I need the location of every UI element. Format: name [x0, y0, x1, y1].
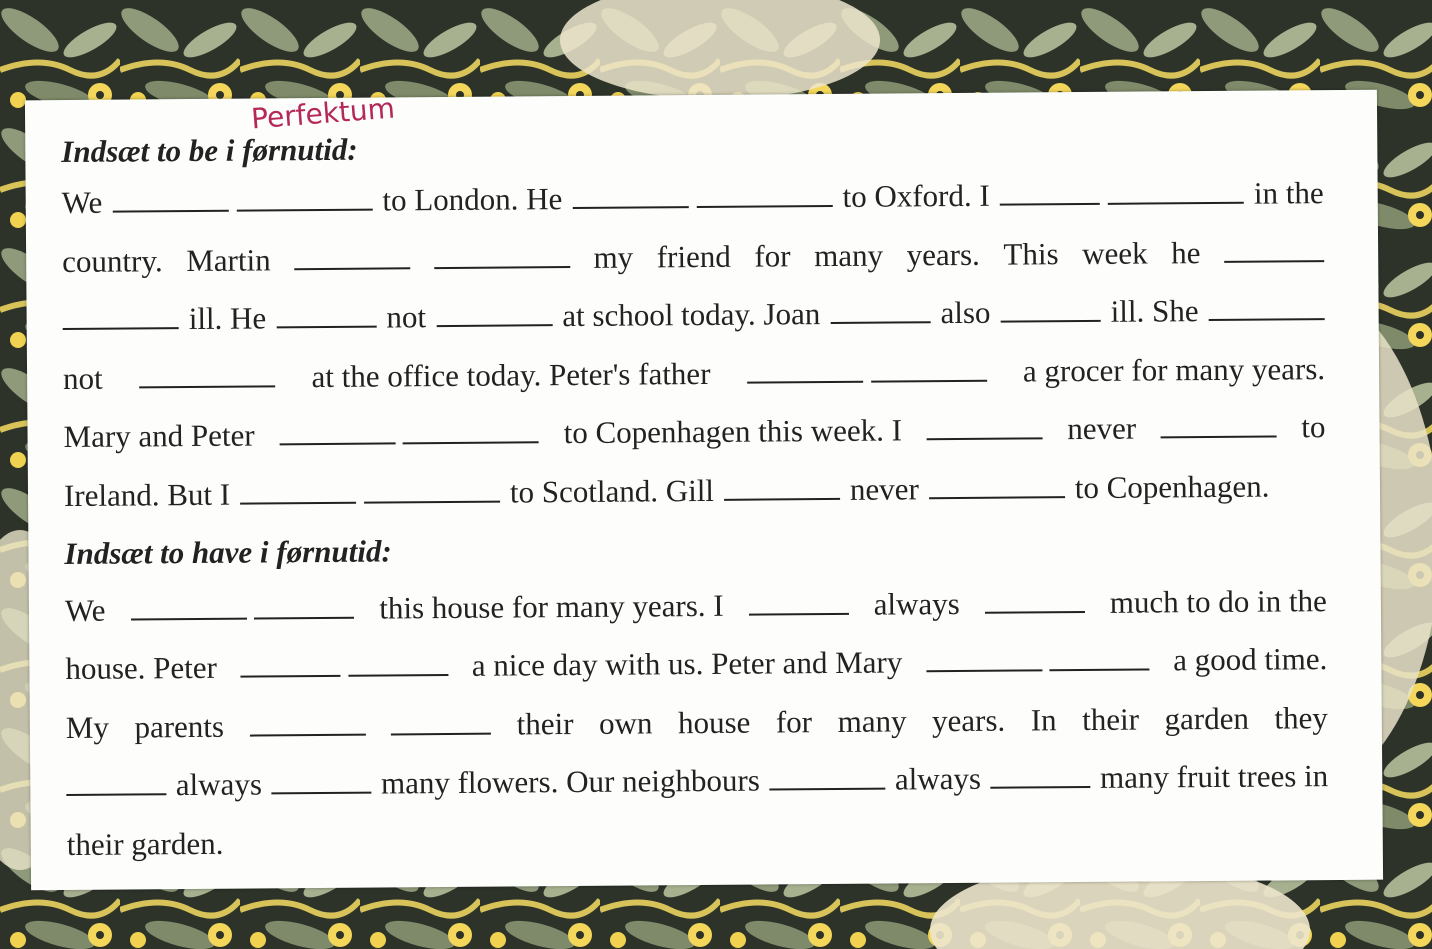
blank[interactable]: [1000, 283, 1100, 342]
blank[interactable]: [249, 696, 365, 756]
blank[interactable]: [271, 755, 371, 814]
blank[interactable]: [769, 751, 885, 811]
s2-line-2: house. Peter a nice day with us. Peter and Mary a good time.: [65, 630, 1327, 699]
blank[interactable]: [929, 459, 1065, 519]
s2-line-3: My parents their own house for many years. In their garden they: [66, 689, 1328, 758]
blank[interactable]: [724, 461, 840, 521]
blank[interactable]: [747, 343, 987, 403]
s2-line-1: We this house for many years. I always much to do in the: [65, 572, 1327, 641]
handwritten-annotation: Perfektum: [249, 91, 396, 136]
blank[interactable]: [62, 290, 178, 350]
blank[interactable]: [436, 287, 552, 347]
blank[interactable]: [1224, 223, 1324, 282]
blank[interactable]: [139, 348, 275, 408]
blank[interactable]: [1160, 399, 1276, 459]
blank[interactable]: [926, 632, 1150, 692]
blank[interactable]: [276, 289, 376, 348]
blank[interactable]: [1000, 165, 1244, 226]
blank[interactable]: [279, 405, 539, 466]
s2-line-4: always many flowers. Our neighbours always many fruit trees in: [66, 747, 1328, 816]
blank[interactable]: [748, 575, 848, 634]
blank[interactable]: [240, 637, 448, 697]
section1-heading: Indsæt to be i førnutid: Perfektum: [61, 120, 1323, 174]
s2-line-5: their garden.: [66, 825, 224, 862]
blank[interactable]: [926, 401, 1042, 461]
blank[interactable]: [990, 749, 1090, 808]
s1-line-2: country. Martin my friend for many years. This week he: [62, 223, 1324, 292]
blank[interactable]: [572, 168, 832, 229]
blank[interactable]: [294, 230, 410, 290]
blank[interactable]: [112, 172, 372, 233]
s1-line-1: We to London. He to Oxford. I in the: [61, 164, 1323, 233]
blank[interactable]: [130, 579, 354, 639]
blank[interactable]: [830, 284, 930, 343]
blank[interactable]: [1208, 281, 1324, 341]
worksheet: [25, 90, 1383, 891]
s1-line-4: not at the office today. Peter's father a grocer for many years.: [63, 340, 1325, 409]
blank[interactable]: [391, 695, 491, 754]
s1-line-5: Mary and Peter to Copenhagen this week. I never to: [63, 398, 1325, 467]
blank[interactable]: [66, 757, 166, 816]
blank[interactable]: [985, 574, 1085, 633]
blank[interactable]: [240, 464, 500, 525]
s1-line-6: Ireland. But I to Scotland. Gill never to Copenhagen.: [64, 457, 1326, 526]
blank[interactable]: [434, 229, 570, 289]
s1-line-3: ill. He not at school today. Joan also ill. She: [62, 281, 1324, 350]
section2-heading: Indsæt to have i førnutid:: [64, 533, 392, 571]
